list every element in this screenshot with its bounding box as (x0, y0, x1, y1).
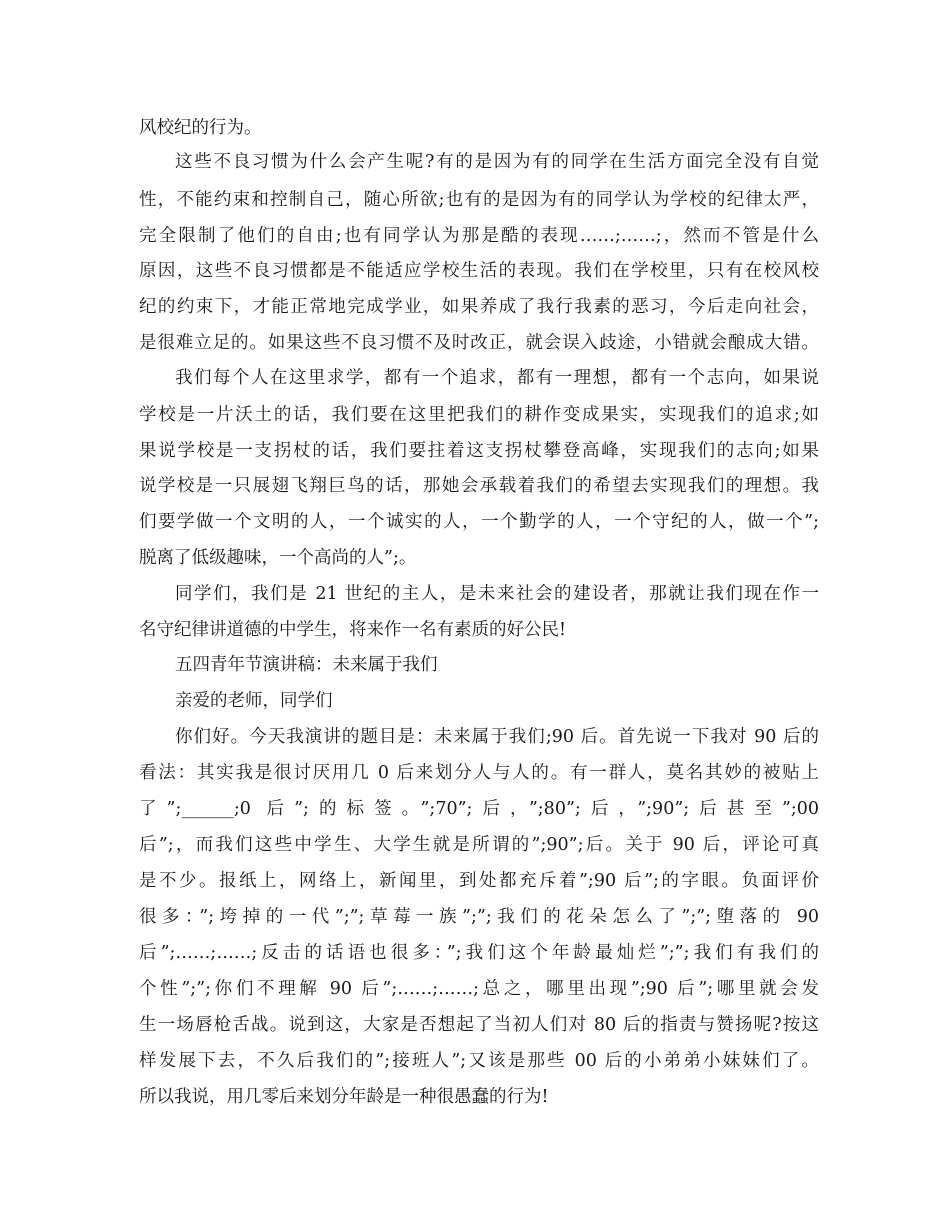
text-line: 说学校是一只展翅飞翔巨鸟的话，那她会承载着我们的希望去实现我们的理想。我 (139, 476, 819, 496)
text-line: 我们每个人在这里求学，都有一个追求，都有一理想，都有一个志向，如果说 (175, 368, 819, 388)
text-line: 脱离了低级趣味，一个高尚的人”;。 (139, 548, 417, 568)
text-line: 亲爱的老师，同学们 (175, 691, 333, 711)
text-line: 名守纪律讲道德的中学生，将来作一名有素质的好公民! (139, 620, 567, 640)
text-line: 看法：其实我是很讨厌用几 0 后来划分人与人的。有一群人，莫名其妙的被贴上 (139, 763, 819, 783)
text-line: 这些不良习惯为什么会产生呢?有的是因为有的同学在生活方面完全没有自觉 (175, 152, 819, 172)
text-line: 了”;______;0 后”;的标签。”;70”;后，”;80”;后，”;90”;后甚至”;00 (139, 799, 819, 819)
text-line: 是不少。报纸上，网络上，新闻里，到处都充斥着”;90 后”;的字眼。负面评价 (139, 871, 819, 891)
text-line: 样发展下去，不久后我们的”;接班人”;又该是那些 00 后的小弟弟小妹妹们了。 (139, 1051, 819, 1071)
text-line: 生一场唇枪舌战。说到这，大家是否想起了当初人们对 80 后的指责与赞扬呢?按这 (139, 1015, 819, 1035)
text-line: 果说学校是一支拐杖的话，我们要拄着这支拐杖攀登高峰，实现我们的志向;如果 (139, 441, 819, 461)
text-line: 原因，这些不良习惯都是不能适应学校生活的表现。我们在学校里，只有在校风校 (139, 261, 819, 281)
text-line: 很多：”;垮掉的一代”;”;草莓一族”;”;我们的花朵怎么了”;”;堕落的 90 (139, 907, 819, 927)
text-line: 风校纪的行为。 (139, 118, 262, 138)
text-line: 你们好。今天我演讲的题目是：未来属于我们;90 后。首先说一下我对 90 后的 (175, 727, 819, 747)
text-line: 学校是一片沃土的话，我们要在这里把我们的耕作变成果实，实现我们的追求;如 (139, 405, 819, 425)
text-line: 同学们，我们是 21 世纪的主人，是未来社会的建设者，那就让我们现在作一 (175, 584, 819, 604)
text-line: 个性”;”;你们不理解 90 后”;……;……;总之，哪里出现”;90 后”;哪里就会发 (139, 979, 819, 999)
text-line: 们要学做一个文明的人，一个诚实的人，一个勤学的人，一个守纪的人，做一个”; (139, 512, 819, 532)
text-line: 所以我说，用几零后来划分年龄是一种很愚蠢的行为! (139, 1087, 549, 1107)
text-line: 性，不能约束和控制自己，随心所欲;也有的是因为有的同学认为学校的纪律太严， (139, 190, 819, 210)
text-line: 是很难立足的。如果这些不良习惯不及时改正，就会误入歧途，小错就会酿成大错。 (139, 333, 819, 353)
text-line: 后”;，而我们这些中学生、大学生就是所谓的”;90”;后。关于 90 后，评论可真 (139, 835, 819, 855)
text-line: 后”;……;……;反击的话语也很多：”;我们这个年龄最灿烂”;”;我们有我们的 (139, 943, 819, 963)
text-line: 五四青年节演讲稿：未来属于我们 (175, 655, 438, 675)
text-line: 完全限制了他们的自由;也有同学认为那是酷的表现……;……;，然而不管是什么 (139, 226, 819, 246)
text-line: 纪的约束下，才能正常地完成学业，如果养成了我行我素的恶习，今后走向社会， (139, 297, 819, 317)
